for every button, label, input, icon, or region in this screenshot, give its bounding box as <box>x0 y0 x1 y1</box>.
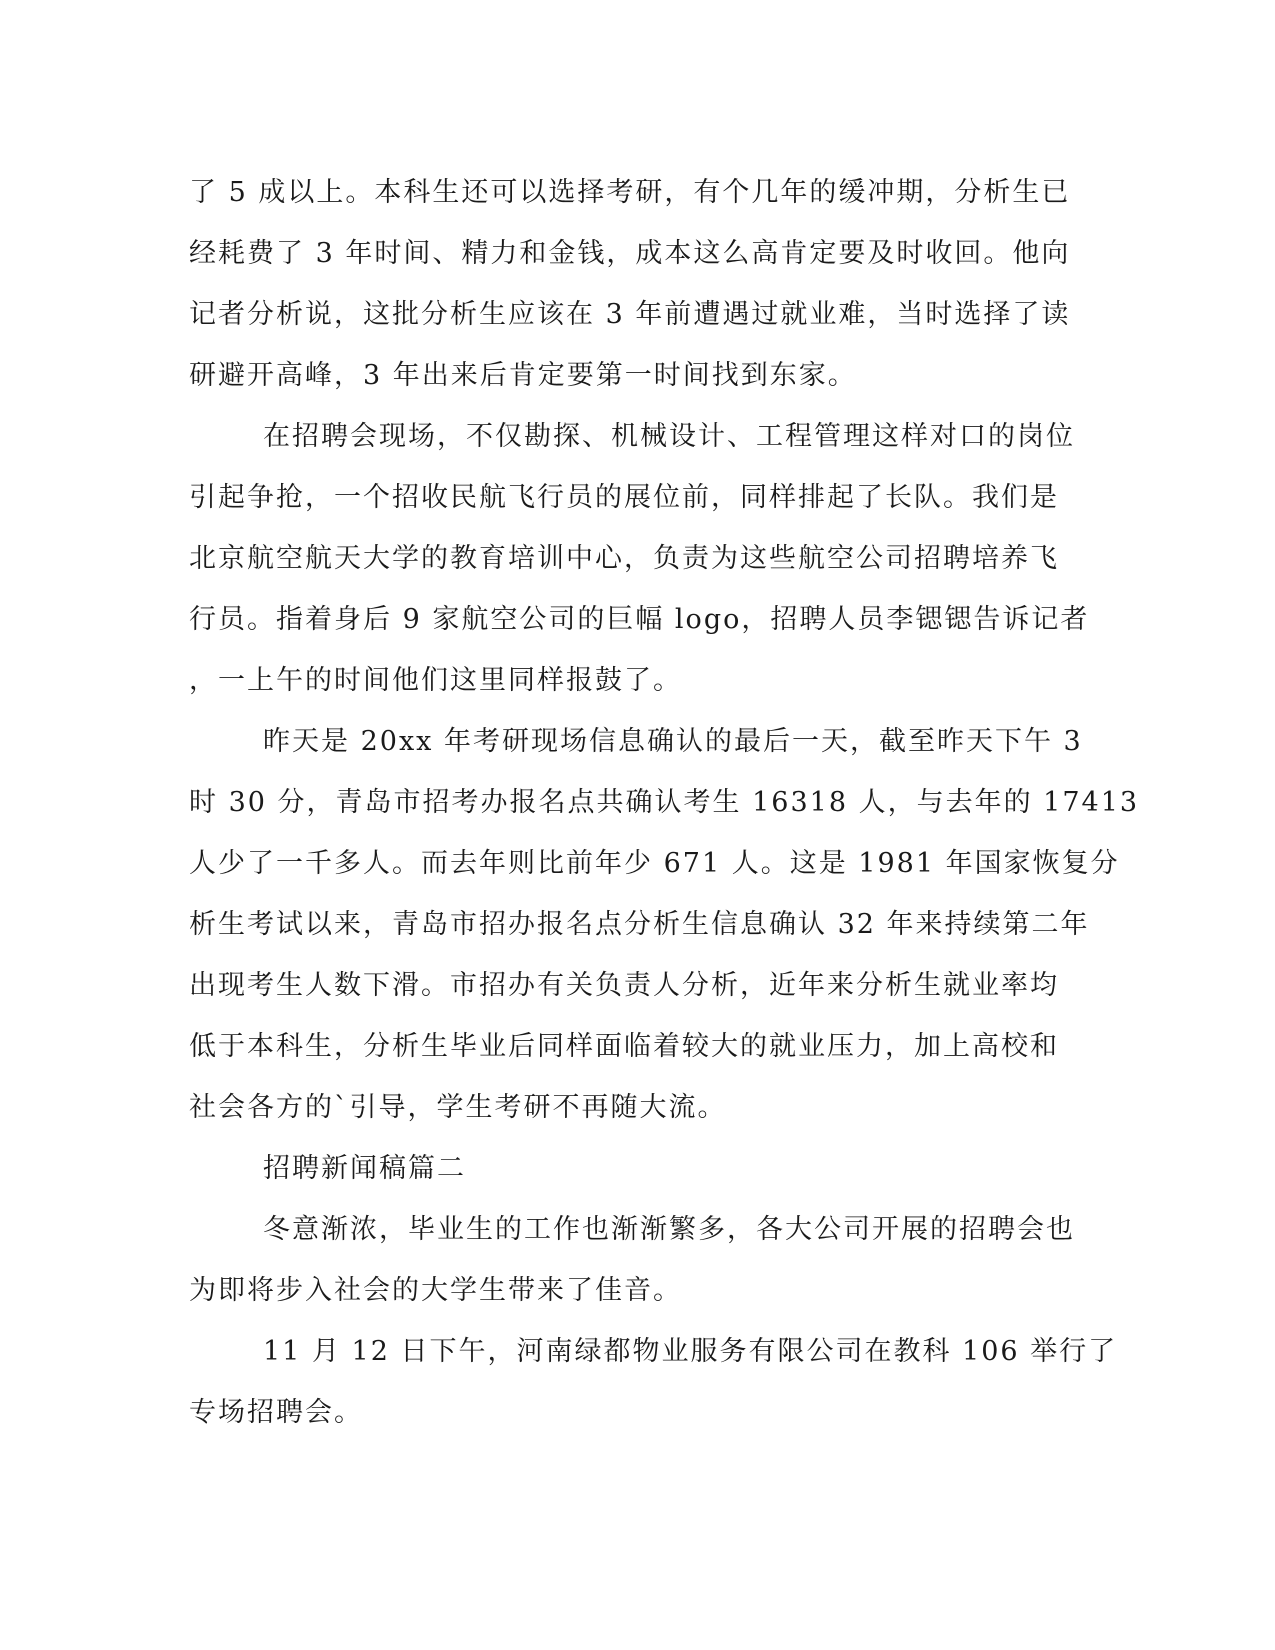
text-line: 为即将步入社会的大学生带来了佳音。 <box>189 1275 682 1306</box>
paragraph-3 <box>189 711 1140 1138</box>
text-line: 社会各方的`引导，学生考研不再随大流。 <box>189 1092 727 1123</box>
text-line: 人少了一千多人。而去年则比前年少 671 人。这是 1981 年国家恢复分 <box>189 848 1120 879</box>
text-line: 11 月 12 日下午，河南绿都物业服务有限公司在教科 106 举行了 <box>263 1336 1118 1367</box>
text-line: 时 30 分，青岛市招考办报名点共确认考生 16318 人，与去年的 17413 <box>189 787 1140 818</box>
text-line: 了 5 成以上。本科生还可以选择考研，有个几年的缓冲期，分析生已 <box>189 177 1071 208</box>
paragraph-2 <box>189 406 1089 711</box>
paragraph-4 <box>189 1199 1089 1321</box>
text-line: 低于本科生，分析生毕业后同样面临着较大的就业压力，加上高校和 <box>189 1031 1059 1062</box>
text-line: 昨天是 20xx 年考研现场信息确认的最后一天，截至昨天下午 3 <box>263 726 1083 757</box>
text-line: 研避开高峰，3 年出来后肯定要第一时间找到东家。 <box>189 360 857 391</box>
text-line: 专场招聘会。 <box>189 1397 363 1428</box>
text-line: 经耗费了 3 年时间、精力和金钱，成本这么高肯定要及时收回。他向 <box>189 238 1071 269</box>
section-heading <box>189 1138 1089 1199</box>
text-line: 引起争抢，一个招收民航飞行员的展位前，同样排起了长队。我们是 <box>189 482 1059 513</box>
text-line: ，一上午的时间他们这里同样报鼓了。 <box>189 665 682 696</box>
paragraph-5 <box>189 1321 1118 1443</box>
text-line: 析生考试以来，青岛市招办报名点分析生信息确认 32 年来持续第二年 <box>189 909 1090 940</box>
document-body <box>189 162 1140 1443</box>
paragraph-1 <box>189 162 1089 406</box>
text-line: 出现考生人数下滑。市招办有关负责人分析，近年来分析生就业率均 <box>189 970 1059 1001</box>
text-line: 冬意渐浓，毕业生的工作也渐渐繁多，各大公司开展的招聘会也 <box>263 1214 1075 1245</box>
text-line: 北京航空航天大学的教育培训中心，负责为这些航空公司招聘培养飞 <box>189 543 1059 574</box>
text-line: 行员。指着身后 9 家航空公司的巨幅 logo，招聘人员李锶锶告诉记者 <box>189 604 1090 635</box>
heading-text: 招聘新闻稿篇二 <box>263 1153 466 1184</box>
text-line: 在招聘会现场，不仅勘探、机械设计、工程管理这样对口的岗位 <box>263 421 1075 452</box>
text-line: 记者分析说，这批分析生应该在 3 年前遭遇过就业难，当时选择了读 <box>189 299 1071 330</box>
